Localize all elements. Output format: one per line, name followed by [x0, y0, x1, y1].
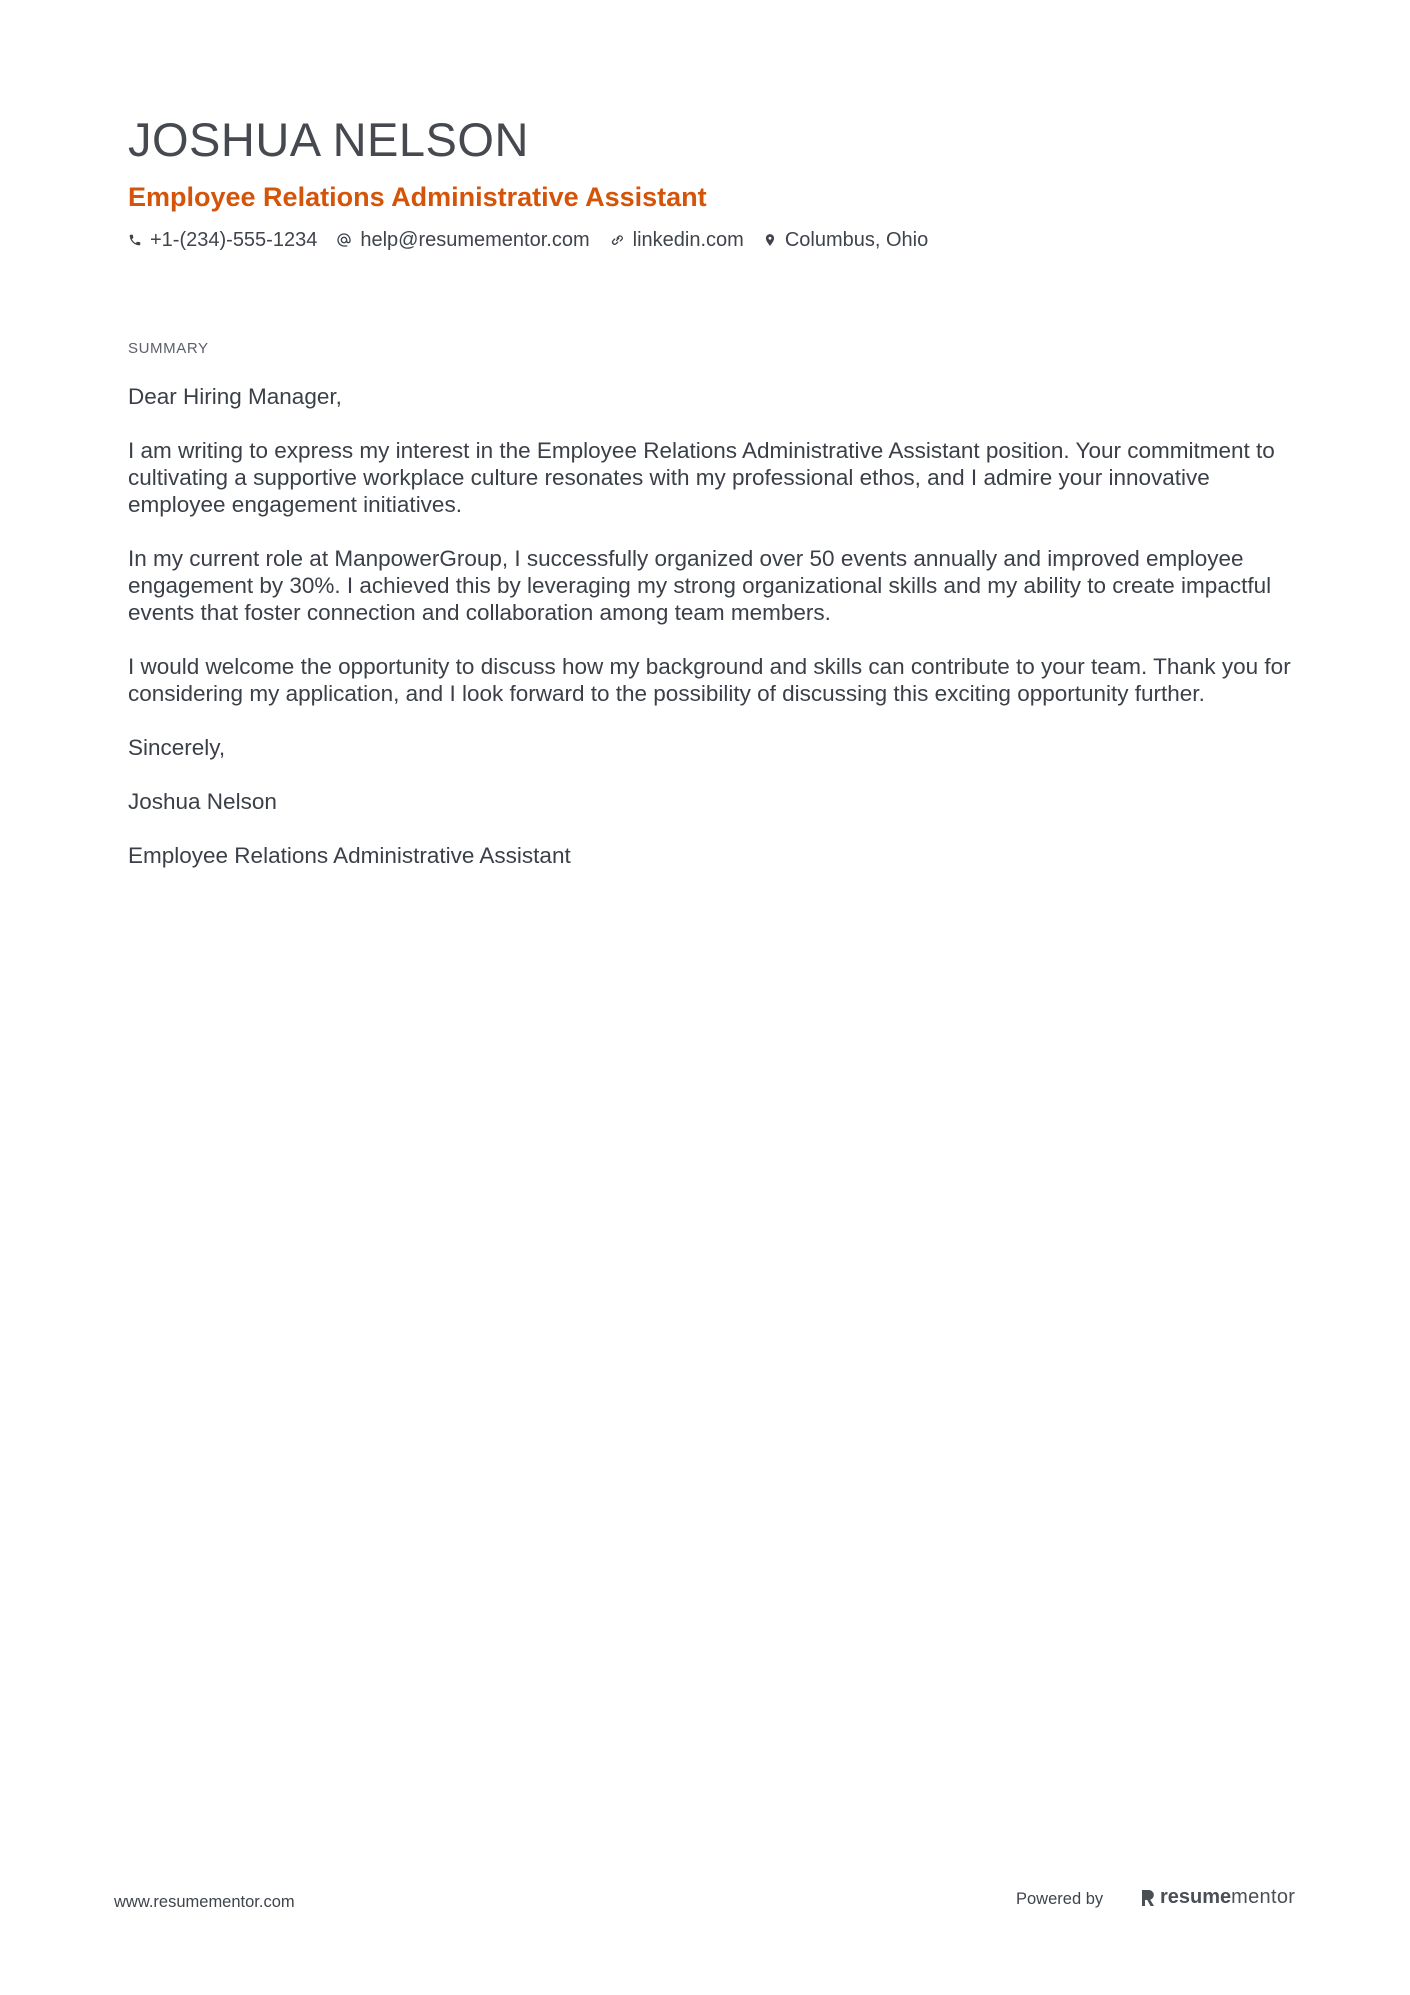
brand-logo[interactable] — [1140, 1886, 1295, 1909]
footer-website-link[interactable]: www.resumementor.com — [114, 1893, 295, 1911]
brand-text-bold: resume — [1160, 1886, 1232, 1908]
letter-paragraph: I would welcome the opportunity to discuss how my background and skills can contribute to your team. Thank you for considering my application, and I look forward to the possibility of discussing this exciting opportunity further. — [128, 654, 1291, 706]
brand-text-light: mentor — [1231, 1886, 1296, 1908]
contact-linkedin[interactable] — [609, 226, 744, 254]
phone-text: +1-(234)-555-1234 — [150, 229, 318, 251]
phone-icon — [128, 233, 142, 247]
contact-phone[interactable] — [128, 226, 317, 254]
location-text: Columbus, Ohio — [784, 229, 929, 251]
section-title-summary: SUMMARY — [128, 340, 209, 357]
location-pin-icon — [763, 232, 777, 248]
letter-paragraph: In my current role at ManpowerGroup, I successfully organized over 50 events annually and improved employee engagement by 30%. I achieved this by leveraging my strong organizational skills and my ability to create impactful events that foster connection and collaboration among team members. — [128, 546, 1272, 625]
contact-location — [763, 226, 928, 254]
at-icon — [336, 232, 352, 248]
linkedin-text: linkedin.com — [632, 229, 744, 251]
letter-greeting: Dear Hiring Manager, — [128, 384, 342, 409]
letter-paragraph: I am writing to express my interest in the Employee Relations Administrative Assistant position. Your commitment to cultivating a supportive workplace culture resonates with my professional ethos, and I admire your innovative employee engagement initiatives. — [128, 438, 1275, 517]
contact-email[interactable] — [336, 226, 589, 254]
candidate-name: JOSHUA NELSON — [128, 113, 529, 166]
resumementor-logo-icon — [1140, 1888, 1156, 1908]
signature-name: Joshua Nelson — [128, 789, 277, 814]
powered-by-label: Powered by — [1016, 1890, 1104, 1908]
email-text: help@resumementor.com — [360, 229, 590, 251]
letter-closing: Sincerely, — [128, 735, 226, 760]
contact-bar — [128, 226, 947, 254]
link-icon — [609, 232, 625, 248]
letter-body — [128, 383, 1293, 896]
signature-title: Employee Relations Administrative Assistant — [128, 843, 571, 868]
candidate-role: Employee Relations Administrative Assistant — [128, 182, 707, 212]
